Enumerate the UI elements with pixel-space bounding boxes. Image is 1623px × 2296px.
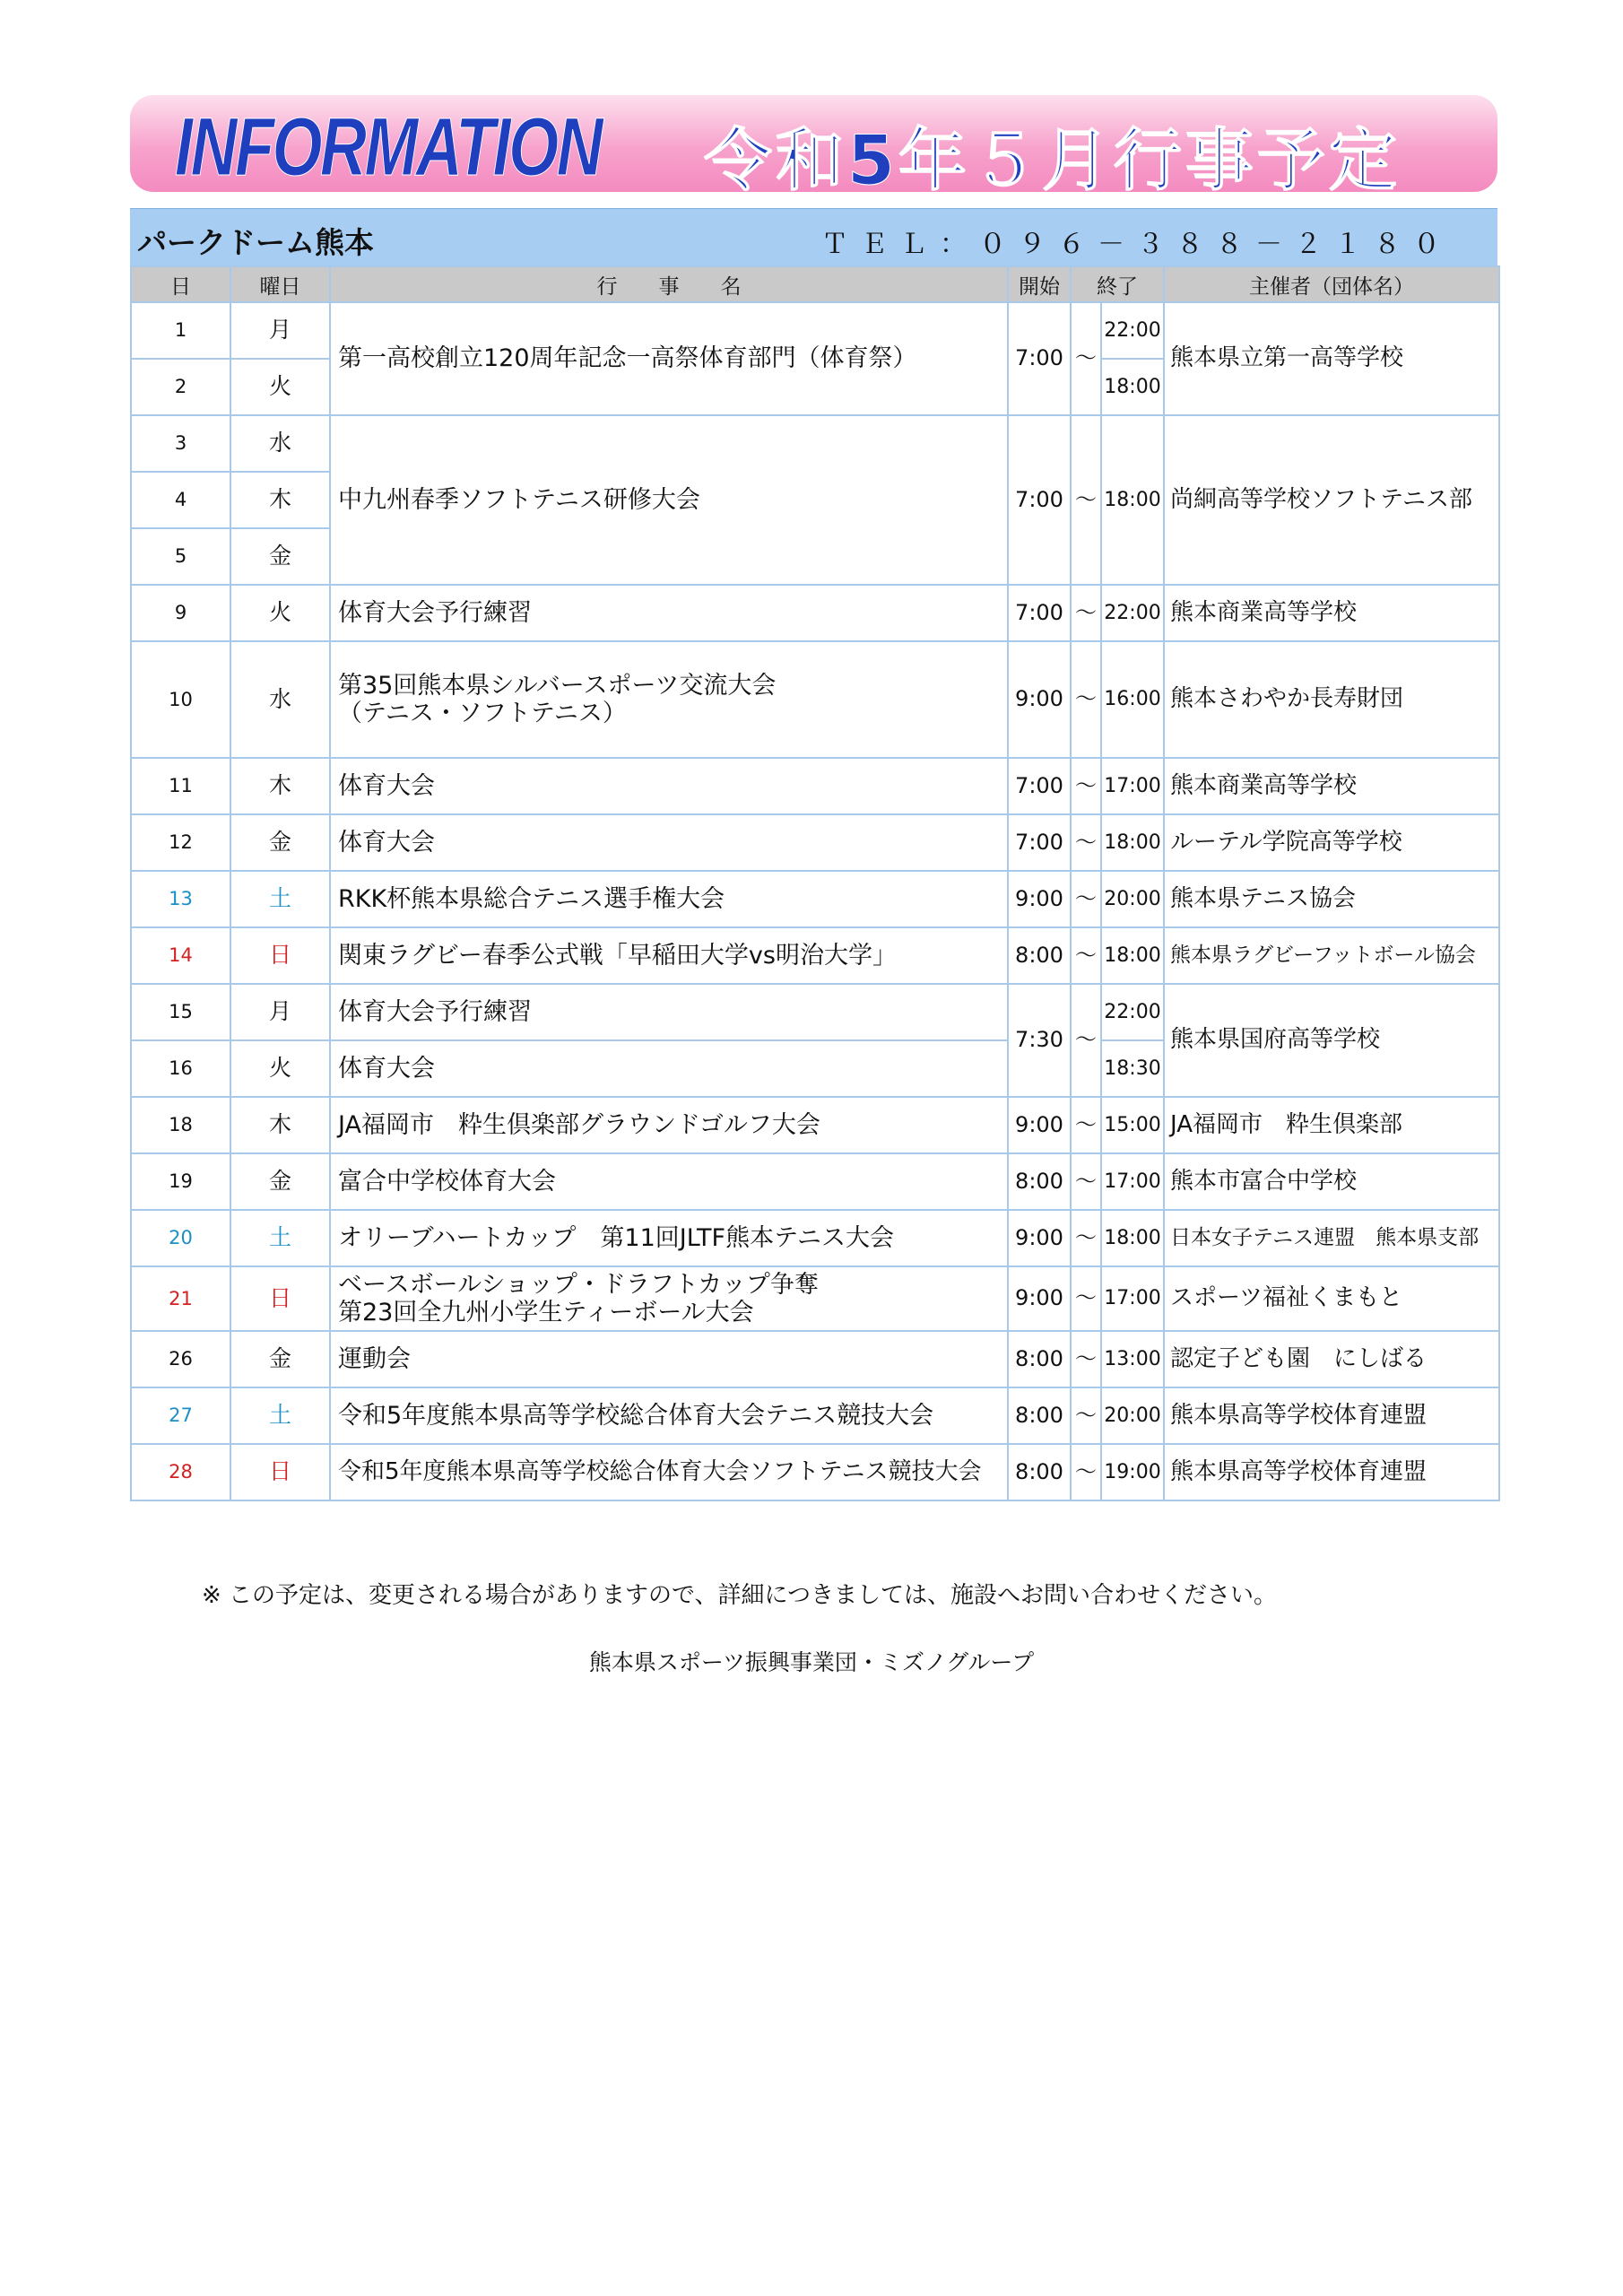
row-start: 8:00 (1008, 1387, 1071, 1444)
row-end: 22:00 (1101, 984, 1164, 1040)
row-event: オリーブハートカップ 第11回JLTF熊本テニス大会 (330, 1210, 1008, 1266)
row-organizer: 熊本県高等学校体育連盟 (1164, 1387, 1499, 1444)
row-organizer: 熊本商業高等学校 (1164, 758, 1499, 814)
table-row (131, 1266, 1499, 1331)
schedule-table (130, 265, 1500, 1501)
row-end: 18:00 (1101, 359, 1164, 415)
row-dow: 土 (230, 1210, 330, 1266)
footer-operator: 熊本県スポーツ振興事業団・ミズノグループ (588, 1649, 1035, 1675)
row-end: 15:00 (1101, 1097, 1164, 1153)
row-organizer: スポーツ福祉くまもと (1164, 1266, 1499, 1331)
row-organizer: 尚絅高等学校ソフトテニス部 (1164, 415, 1499, 585)
row-start: 8:00 (1008, 1444, 1071, 1500)
row-tilde: ～ (1071, 415, 1101, 585)
row-start: 8:00 (1008, 1331, 1071, 1387)
table-row (131, 585, 1499, 641)
row-event (330, 641, 1008, 758)
row-dow: 火 (230, 585, 330, 641)
table-row (131, 814, 1499, 871)
banner-title-en: INFORMATION (175, 101, 602, 193)
row-start: 7:00 (1008, 814, 1071, 871)
row-dow: 木 (230, 758, 330, 814)
row-end: 20:00 (1101, 1387, 1164, 1444)
table-row (131, 302, 1499, 359)
row-day: 12 (131, 814, 230, 871)
notice-text: ※ この予定は、変更される場合がありますので、詳細につきましては、施設へお問い合わせください。 (202, 1582, 1278, 1609)
row-dow: 日 (230, 927, 330, 984)
row-dow: 金 (230, 814, 330, 871)
row-start: 9:00 (1008, 641, 1071, 758)
row-dow: 月 (230, 984, 330, 1040)
row-end: 18:00 (1101, 415, 1164, 585)
row-start: 9:00 (1008, 1266, 1071, 1331)
table-row (131, 871, 1499, 927)
row-tilde: ～ (1071, 1210, 1101, 1266)
row-start: 7:00 (1008, 585, 1071, 641)
row-day: 27 (131, 1387, 230, 1444)
row-event: JA福岡市 粋生倶楽部グラウンドゴルフ大会 (330, 1097, 1008, 1153)
row-day: 18 (131, 1097, 230, 1153)
row-event: 体育大会予行練習 (330, 984, 1008, 1040)
row-dow: 木 (230, 472, 330, 528)
row-event-line: 第23回全九州小学生ティーボール大会 (338, 1299, 754, 1326)
row-event: 体育大会予行練習 (330, 585, 1008, 641)
row-end: 17:00 (1101, 758, 1164, 814)
row-dow: 水 (230, 641, 330, 758)
row-event: 第一高校創立120周年記念一高祭体育部門（体育祭） (330, 302, 1008, 415)
row-event-line: （テニス・ソフトテニス） (338, 700, 627, 727)
row-start: 9:00 (1008, 871, 1071, 927)
table-row (131, 927, 1499, 984)
row-event: 富合中学校体育大会 (330, 1153, 1008, 1210)
row-organizer: ルーテル学院高等学校 (1164, 814, 1499, 871)
row-start: 8:00 (1008, 927, 1071, 984)
row-dow: 土 (230, 1387, 330, 1444)
row-tilde: ～ (1071, 302, 1101, 415)
row-end: 20:00 (1101, 871, 1164, 927)
row-day: 26 (131, 1331, 230, 1387)
row-event: 運動会 (330, 1331, 1008, 1387)
row-start: 8:00 (1008, 1153, 1071, 1210)
row-dow: 日 (230, 1266, 330, 1331)
row-end: 17:00 (1101, 1266, 1164, 1331)
row-dow: 金 (230, 1153, 330, 1210)
row-tilde: ～ (1071, 1444, 1101, 1500)
row-day: 11 (131, 758, 230, 814)
row-tilde: ～ (1071, 1331, 1101, 1387)
row-day: 9 (131, 585, 230, 641)
table-row (131, 1387, 1499, 1444)
header-day: 日 (131, 266, 230, 302)
row-organizer: 熊本県ラグビーフットボール協会 (1164, 927, 1499, 984)
venue-name: パークドーム熊本 (137, 225, 374, 260)
row-day: 16 (131, 1040, 230, 1097)
table-row (131, 1444, 1499, 1500)
row-dow: 金 (230, 528, 330, 585)
row-dow: 月 (230, 302, 330, 359)
row-day: 19 (131, 1153, 230, 1210)
row-event: 中九州春季ソフトテニス研修大会 (330, 415, 1008, 585)
row-dow: 土 (230, 871, 330, 927)
row-tilde: ～ (1071, 1153, 1101, 1210)
row-day: 13 (131, 871, 230, 927)
row-tilde: ～ (1071, 1266, 1101, 1331)
row-dow: 木 (230, 1097, 330, 1153)
row-organizer: 日本女子テニス連盟 熊本県支部 (1164, 1210, 1499, 1266)
row-start: 7:30 (1008, 984, 1071, 1097)
row-tilde: ～ (1071, 984, 1101, 1097)
row-end: 19:00 (1101, 1444, 1164, 1500)
row-organizer: 認定子ども園 にしばる (1164, 1331, 1499, 1387)
row-day: 21 (131, 1266, 230, 1331)
row-tilde: ～ (1071, 1097, 1101, 1153)
table-row (131, 984, 1499, 1040)
table-header-row (131, 266, 1499, 302)
row-organizer: 熊本県立第一高等学校 (1164, 302, 1499, 415)
venue-bar (130, 208, 1497, 266)
row-organizer: 熊本県国府高等学校 (1164, 984, 1499, 1097)
header-dow: 曜日 (230, 266, 330, 302)
row-end: 18:00 (1101, 927, 1164, 984)
row-start: 7:00 (1008, 302, 1071, 415)
row-day: 5 (131, 528, 230, 585)
table-row (131, 415, 1499, 472)
title-banner (130, 95, 1497, 200)
row-start: 9:00 (1008, 1210, 1071, 1266)
table-row (131, 758, 1499, 814)
row-event: 体育大会 (330, 758, 1008, 814)
row-tilde: ～ (1071, 641, 1101, 758)
row-end: 18:30 (1101, 1040, 1164, 1097)
table-row (131, 1210, 1499, 1266)
row-dow: 金 (230, 1331, 330, 1387)
row-event (330, 1266, 1008, 1331)
row-end: 18:00 (1101, 1210, 1164, 1266)
row-dow: 火 (230, 359, 330, 415)
row-end: 22:00 (1101, 585, 1164, 641)
row-organizer: 熊本市富合中学校 (1164, 1153, 1499, 1210)
row-day: 1 (131, 302, 230, 359)
row-event: 令和5年度熊本県高等学校総合体育大会ソフトテニス競技大会 (330, 1444, 1008, 1500)
row-tilde: ～ (1071, 758, 1101, 814)
row-event: 令和5年度熊本県高等学校総合体育大会テニス競技大会 (330, 1387, 1008, 1444)
row-day: 14 (131, 927, 230, 984)
row-organizer: 熊本さわやか長寿財団 (1164, 641, 1499, 758)
row-event: 体育大会 (330, 1040, 1008, 1097)
row-organizer: JA福岡市 粋生倶楽部 (1164, 1097, 1499, 1153)
table-row (131, 1153, 1499, 1210)
row-dow: 日 (230, 1444, 330, 1500)
row-dow: 水 (230, 415, 330, 472)
header-start: 開始 (1008, 266, 1071, 302)
row-dow: 火 (230, 1040, 330, 1097)
header-event: 行 事 名 (330, 266, 1008, 302)
header-organizer: 主催者（団体名） (1164, 266, 1499, 302)
row-tilde: ～ (1071, 814, 1101, 871)
row-end: 18:00 (1101, 814, 1164, 871)
row-end: 22:00 (1101, 302, 1164, 359)
banner-title-jp: 令和5年５月行事予定 (704, 120, 1401, 200)
row-tilde: ～ (1071, 585, 1101, 641)
row-day: 15 (131, 984, 230, 1040)
row-organizer: 熊本県テニス協会 (1164, 871, 1499, 927)
row-day: 10 (131, 641, 230, 758)
table-row (131, 1331, 1499, 1387)
row-start: 7:00 (1008, 415, 1071, 585)
table-row (131, 1097, 1499, 1153)
row-end: 17:00 (1101, 1153, 1164, 1210)
row-tilde: ～ (1071, 871, 1101, 927)
header-end: 終了 (1071, 266, 1164, 302)
row-tilde: ～ (1071, 927, 1101, 984)
row-day: 20 (131, 1210, 230, 1266)
row-day: 3 (131, 415, 230, 472)
row-event: RKK杯熊本県総合テニス選手権大会 (330, 871, 1008, 927)
row-event: 関東ラグビー春季公式戦「早稲田大学vs明治大学」 (330, 927, 1008, 984)
row-event-line: ベースボールショップ・ドラフトカップ争奪 (338, 1270, 819, 1299)
row-day: 28 (131, 1444, 230, 1500)
row-start: 7:00 (1008, 758, 1071, 814)
row-start: 9:00 (1008, 1097, 1071, 1153)
row-event: 体育大会 (330, 814, 1008, 871)
row-end: 13:00 (1101, 1331, 1164, 1387)
row-organizer: 熊本商業高等学校 (1164, 585, 1499, 641)
row-organizer: 熊本県高等学校体育連盟 (1164, 1444, 1499, 1500)
row-tilde: ～ (1071, 1387, 1101, 1444)
row-day: 2 (131, 359, 230, 415)
venue-tel: ＴＥＬ：０９６－３８８－２１８０ (821, 229, 1453, 260)
table-row (131, 641, 1499, 758)
row-event-line: 第35回熊本県シルバースポーツ交流大会 (338, 671, 777, 700)
row-end: 16:00 (1101, 641, 1164, 758)
row-day: 4 (131, 472, 230, 528)
